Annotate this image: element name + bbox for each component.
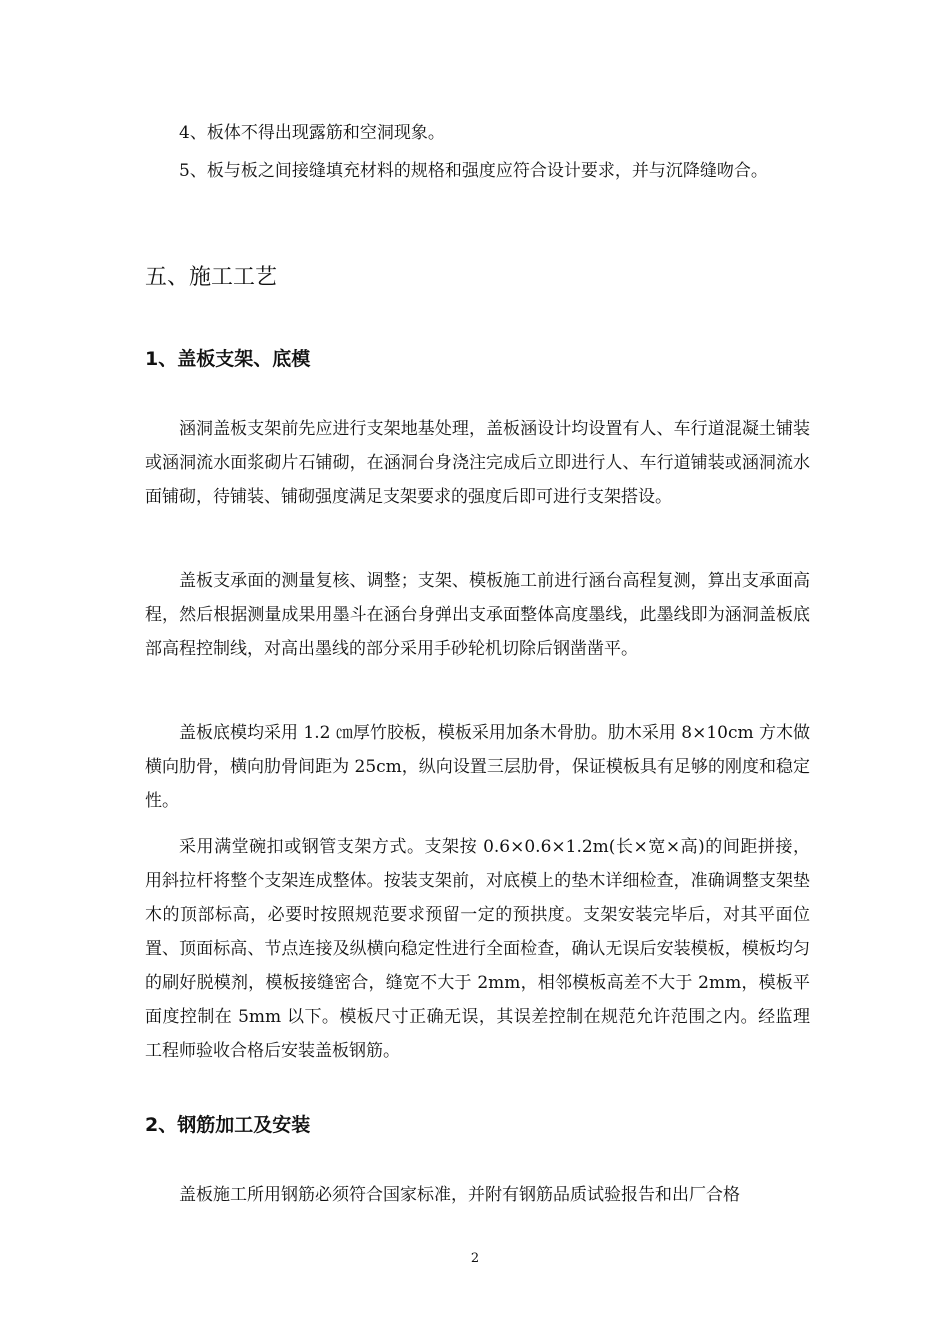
paragraph-item-4: 4、板体不得出现露筋和空洞现象。	[179, 123, 445, 143]
page-number: 2	[470, 1251, 480, 1266]
paragraph-bottom-formwork: 盖板底模均采用 1.2 ㎝厚竹胶板，模板采用加条木骨肋。肋木采用 8×10cm 方木做横向肋骨，横向肋骨间距为 25cm，纵向设置三层肋骨，保证模板具有足够的刚度和稳定性。	[145, 723, 810, 811]
subsection-title-1: 1、盖板支架、底模	[145, 348, 311, 370]
paragraph-item-5: 5、板与板之间接缝填充材料的规格和强度应符合设计要求，并与沉降缝吻合。	[179, 161, 768, 181]
paragraph-rebar-standard: 盖板施工所用钢筋必须符合国家标准，并附有钢筋品质试验报告和出厂合格	[179, 1185, 740, 1205]
paragraph-scaffold: 采用满堂碗扣或钢管支架方式。支架按 0.6×0.6×1.2m(长×宽×高)的间距拼接，用斜拉杆将整个支架连成整体。按装支架前，对底模上的垫木详细检查，准确调整支架垫木的顶部标高，必要时按照规范要求预留一定的预拱度。支架安装完毕后，对其平面位置、顶面标高、节点连接及纵横向稳定性进行全面检查，确认无误后安装模板，模板均匀的刷好脱模剂，模板接缝密合，缝宽不大于 2mm，相邻模板高差不大于 2mm，模板平面度控制在 5mm 以下。模板尺寸正确无误，其误差控制在规范允许范围之内。经监理工程师验收合格后安装盖板钢筋。	[145, 837, 810, 1061]
subsection-title-2: 2、钢筋加工及安装	[145, 1114, 311, 1136]
paragraph-bearing-surface: 盖板支承面的测量复核、调整；支架、模板施工前进行涵台高程复测，算出支承面高程，然后根据测量成果用墨斗在涵台身弹出支承面整体高度墨线，此墨线即为涵洞盖板底部高程控制线，对高出墨线的部分采用手砂轮机切除后钢凿凿平。	[145, 571, 810, 659]
paragraph-support-foundation: 涵洞盖板支架前先应进行支架地基处理，盖板涵设计均设置有人、车行道混凝土铺装或涵洞流水面浆砌片石铺砌，在涵洞台身浇注完成后立即进行人、车行道铺装或涵洞流水面铺砌，待铺装、铺砌强度满足支架要求的强度后即可进行支架搭设。	[145, 419, 810, 507]
section-title: 五、施工工艺	[145, 265, 278, 290]
